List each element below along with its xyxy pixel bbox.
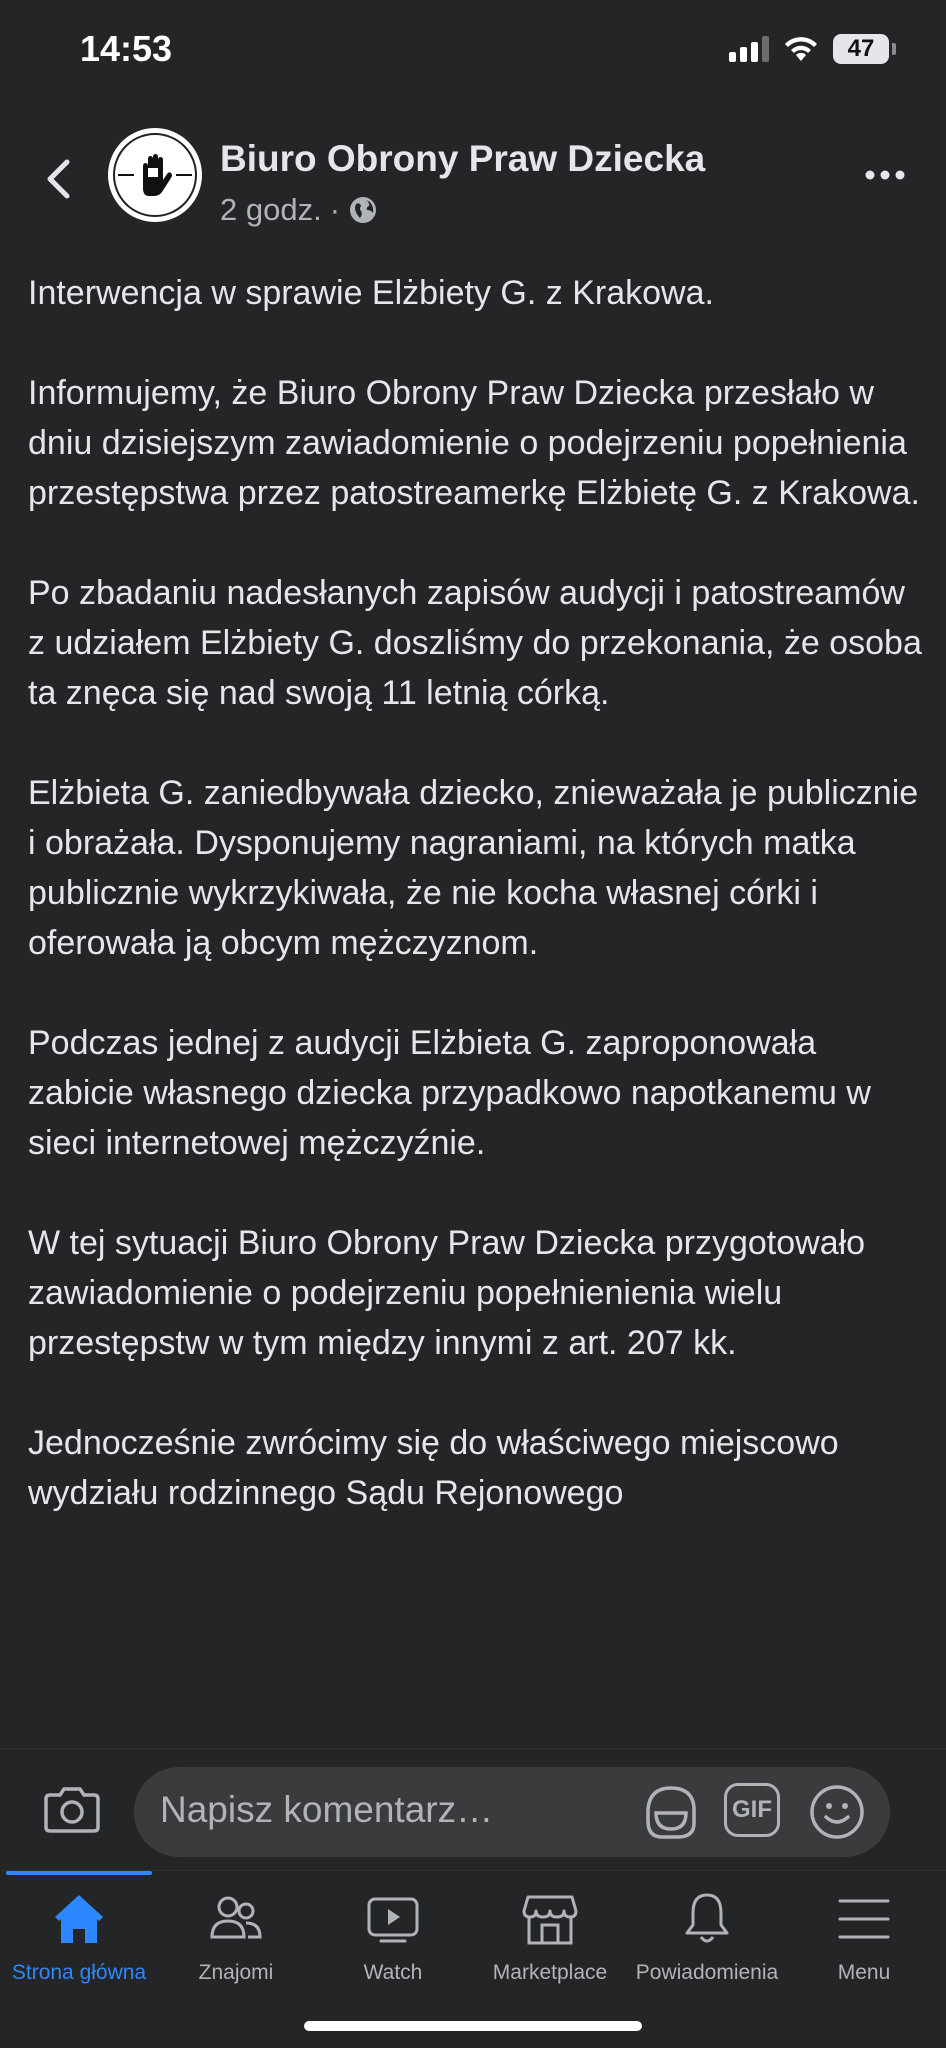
camera-icon — [42, 1781, 102, 1837]
post-paragraph: Informujemy, że Biuro Obrony Praw Dziecka przesłało w dniu dzisiejszym zawiadomienie o podejrzeniu popełnienia przestępstwa przez patostreamerkę Elżbietę G. z Krakowa. — [28, 374, 920, 512]
status-bar — [0, 0, 946, 100]
active-tab-indicator — [6, 1871, 152, 1875]
nav-label: Strona główna — [11, 1961, 147, 1984]
globe-icon — [348, 195, 378, 225]
signal-icon — [729, 36, 769, 62]
nav-watch[interactable] — [314, 1889, 472, 2009]
nav-label: Watch — [363, 1961, 423, 1984]
emoji-icon[interactable] — [808, 1783, 866, 1841]
post-paragraph: Interwencja w sprawie Elżbiety G. z Krakowa. — [28, 274, 714, 312]
gif-button[interactable] — [724, 1783, 780, 1837]
post-paragraph: Podczas jednej z audycji Elżbieta G. zaproponowała zabicie własnego dziecka przypadkowo napotkanemu w sieci internetowej mężczyźnie. — [28, 1024, 871, 1162]
comment-bar — [0, 1748, 946, 1870]
more-options-button[interactable] — [860, 160, 910, 190]
wifi-icon — [783, 35, 819, 63]
home-icon — [49, 1889, 109, 1949]
post-header — [0, 120, 946, 240]
battery-icon — [833, 34, 896, 64]
chevron-left-icon — [45, 158, 71, 200]
battery-level: 47 — [833, 34, 889, 64]
nav-menu[interactable] — [785, 1889, 943, 2009]
post-meta — [220, 192, 378, 228]
bell-icon — [677, 1889, 737, 1949]
back-button[interactable] — [38, 154, 78, 204]
post-time[interactable]: 2 godz. — [220, 192, 322, 227]
post-paragraph: W tej sytuacji Biuro Obrony Praw Dziecka przygotowało zawiadomienie o podejrzeniu popełnienienia wielu przestępstw w tym między innymi z art. 207 kk. — [28, 1224, 866, 1362]
gif-label: GIF — [732, 1796, 772, 1823]
menu-icon — [834, 1889, 894, 1949]
nav-label: Znajomi — [198, 1961, 274, 1984]
post-text — [28, 268, 928, 1748]
nav-notifications[interactable] — [628, 1889, 786, 2009]
marketplace-icon — [520, 1889, 580, 1949]
post-paragraph: Jednocześnie zwrócimy się do właściwego miejscowo wydziału rodzinnego Sądu Rejonowego — [28, 1424, 839, 1512]
post-paragraph: Elżbieta G. zaniedbywała dziecko, znieważała je publicznie i obrażała. Dysponujemy nagraniami, na których matka publicznie wykrzykiwała, że nie kocha własnej córki i oferowała ją obcym mężczyznom. — [28, 774, 919, 962]
watch-icon — [363, 1889, 423, 1949]
nav-label: Powiadomienia — [635, 1961, 779, 1984]
more-icon — [865, 170, 905, 180]
nav-label: Menu — [837, 1961, 891, 1984]
nav-friends[interactable] — [157, 1889, 315, 2009]
post-paragraph: Po zbadaniu nadesłanych zapisów audycji i patostreamów z udziałem Elżbiety G. doszliśmy do przekonania, że osoba ta znęca się nad swoją 11 letnią córką. — [28, 574, 922, 712]
meta-separator: · — [329, 192, 341, 227]
friends-icon — [206, 1889, 266, 1949]
nav-label: Marketplace — [492, 1961, 608, 1984]
avatar-sticker-icon[interactable] — [642, 1783, 700, 1841]
org-logo — [112, 132, 198, 218]
page-name[interactable]: Biuro Obrony Praw Dziecka — [220, 138, 706, 179]
camera-button[interactable] — [42, 1781, 102, 1837]
nav-marketplace[interactable] — [471, 1889, 629, 2009]
nav-home[interactable] — [0, 1889, 158, 2009]
page-avatar[interactable] — [108, 128, 202, 222]
comment-placeholder: Napisz komentarz… — [160, 1789, 494, 1830]
status-icons — [729, 34, 896, 64]
home-indicator[interactable] — [304, 2021, 642, 2031]
status-time: 14:53 — [80, 28, 173, 69]
